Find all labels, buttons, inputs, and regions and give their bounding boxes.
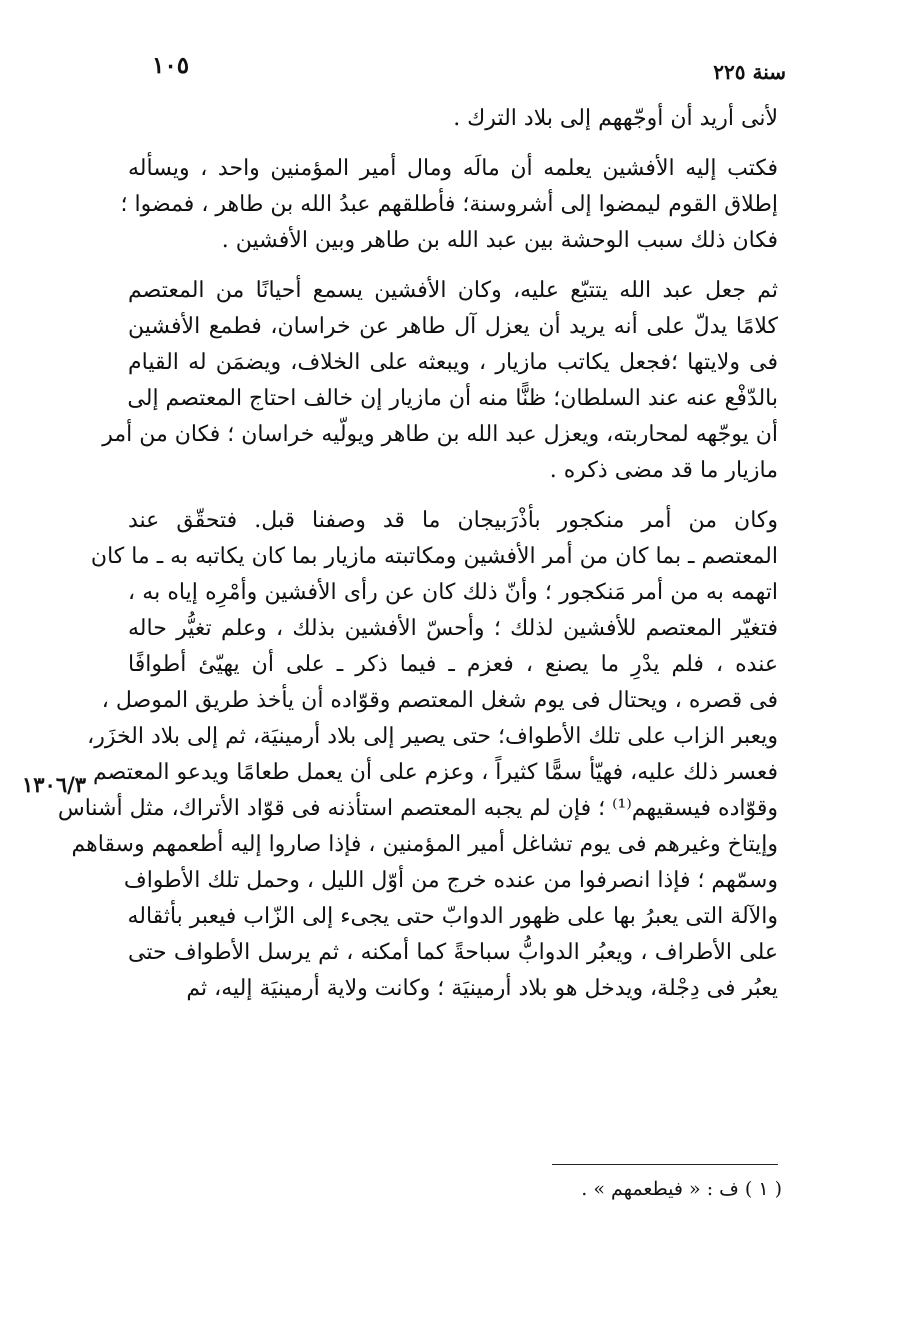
- paragraph-gap: [128, 489, 778, 503]
- page-number: ١٠٥: [152, 52, 190, 79]
- paragraph: [120, 151, 778, 259]
- text-line: وسمّهم ؛ فإذا انصرفوا من عنده خرج من أوّل الليل ، وحمل تلك الأطواف: [123, 868, 778, 893]
- paragraph-gap: [128, 137, 778, 151]
- text-line: عنده ، فلم يدْرِ ما يصنع ، فعزم ـ فيما ذكر ـ على أن يهيّئ أطوافًا: [128, 652, 778, 677]
- text-line: ثم جعل عبد الله يتتبّع عليه، وكان الأفشين يسمع أحيانًا من المعتصم: [128, 278, 778, 303]
- paragraph-gap: [128, 259, 778, 273]
- text-line: فكان ذلك سبب الوحشة بين عبد الله بن طاهر وبين الأفشين .: [221, 228, 778, 253]
- text-line: كلامًا يدلّ على أنه يريد أن يعزل آل طاهر عن خراسان، فطمع الأفشين: [128, 314, 778, 339]
- text-line: المعتصم ـ بما كان من أمر الأفشين ومكاتبته مازيار بما كان يكاتبه به ـ ما كان: [90, 544, 778, 569]
- text-line: يعبُر فى دِجْلة، ويدخل هو بلاد أرمينيَة ؛ وكانت ولاية أرمينيَة إليه، ثم: [186, 976, 778, 1001]
- text-line: والآلة التى يعبرُ بها على ظهور الدوابّ حتى يجىء إلى الزّاب فيعبر بأثقاله: [127, 904, 778, 929]
- running-header: سنة ٢٢٥: [713, 60, 786, 84]
- text-line: فى قصره ، ويحتال فى يوم شغل المعتصم وقوّاده أن يأخذ طريق الموصل ،: [101, 688, 778, 713]
- text-line: على الأطراف ، ويعبُر الدوابُّ سباحةً كما أمكنه ، ثم يرسل الأطواف حتى: [128, 940, 778, 965]
- text-line: أن يوجّهه لمحاربته، ويعزل عبد الله بن طاهر ويولّيه خراسان ؛ فكان من أمر: [102, 422, 778, 447]
- margin-note: ١٣٠٦/٣: [22, 772, 87, 797]
- footnote: ( ١ ) ف : « فيطعمهم » .: [581, 1178, 782, 1200]
- text-line: فكتب إليه الأفشين يعلمه أن مالَه ومال أمير المؤمنين واحد ، ويسأله: [128, 156, 778, 181]
- paragraph: [57, 503, 778, 1007]
- text-line: فعسر ذلك عليه، فهيّأ سمًّا كثيراً ، وعزم على أن يعمل طعامًا ويدعو المعتصم: [93, 760, 778, 785]
- footnote-rule: [552, 1164, 778, 1165]
- text-line: اتهمه به من أمر مَنكجور ؛ وأنّ ذلك كان عن رأى الأفشين وأمْرِه إياه به ،: [128, 580, 778, 605]
- text-line: بالدّفْع عنه عند السلطان؛ ظنًّا منه أن مازيار إن خالف احتاج المعتصم إلى: [127, 386, 778, 411]
- text-line: إطلاق القوم ليمضوا إلى أشروسنة؛ فأطلقهم عبدُ الله بن طاهر ، فمضوا ؛: [120, 192, 778, 217]
- text-line: فى ولايتها ؛فجعل يكاتب مازيار ، ويبعثه على الخلاف، ويضمَن له القيام: [128, 350, 778, 375]
- text-line: وقوّاده فيسقيهم⁽¹⁾ ؛ فإن لم يجبه المعتصم استأذنه فى قوّاد الأتراك، مثل أشناس: [57, 796, 778, 821]
- text-line: وكان من أمر منكجور بأذْرَبيجان ما قد وصفنا قبل. فتحقّق عند: [128, 508, 778, 533]
- body-text: [57, 101, 778, 1007]
- text-line: مازيار ما قد مضى ذكره .: [549, 458, 778, 483]
- paragraph: [128, 101, 778, 137]
- text-line: وإيتاخ وغيرهم فى يوم تشاغل أمير المؤمنين ، فإذا صاروا إليه أطعمهم وسقاهم: [71, 832, 778, 857]
- text-line: فتغيّر المعتصم للأفشين لذلك ؛ وأحسّ الأفشين بذلك ، وعلم تغيُّر حاله: [128, 616, 778, 641]
- text-line: لأنى أريد أن أوجّههم إلى بلاد الترك .: [453, 106, 778, 131]
- text-line: ويعبر الزاب على تلك الأطواف؛ حتى يصير إلى بلاد أرمينيَة، ثم إلى بلاد الخزَر،: [87, 724, 778, 749]
- paragraph: [102, 273, 778, 489]
